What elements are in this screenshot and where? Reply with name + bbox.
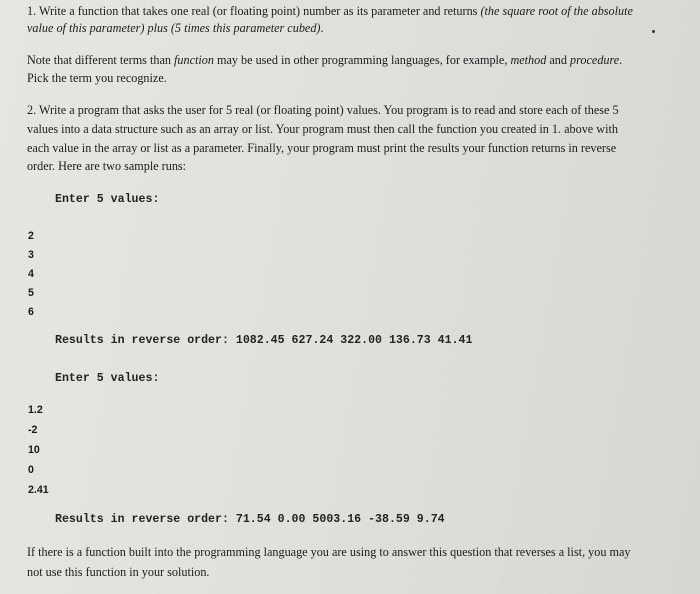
q1-italic-text: (the square root of the absolute bbox=[480, 4, 633, 18]
term-function: function bbox=[174, 53, 214, 67]
q1-italic-text-2: value of this parameter) plus (5 times this parameter cubed) bbox=[27, 21, 321, 35]
run1-input: 5 bbox=[28, 287, 34, 299]
run2-result: Results in reverse order: 71.54 0.00 5003.16 -38.59 9.74 bbox=[55, 513, 445, 526]
run2-input: 0 bbox=[28, 464, 34, 476]
q2-line-4: order. Here are two sample runs: bbox=[27, 159, 187, 173]
q1-line-2: value of this parameter) plus (5 times this parameter cubed). bbox=[27, 21, 324, 35]
run1-input: 2 bbox=[28, 230, 34, 242]
term-method: method bbox=[510, 53, 547, 67]
q2-line-2: values into a data structure such as an array or list. Your program must then call the function you created in 1. above with bbox=[27, 122, 618, 136]
run1-input: 6 bbox=[28, 306, 34, 318]
note-line-1: Note that different terms than function may be used in other programming languages, for example, method and procedure. bbox=[27, 53, 623, 67]
run2-input: 2.41 bbox=[28, 484, 49, 496]
note-line-2: Pick the term you recognize. bbox=[27, 71, 167, 85]
run1-result: Results in reverse order: 1082.45 627.24 322.00 136.73 41.41 bbox=[55, 334, 473, 347]
footer-line-1: If there is a function built into the programming language you are using to answer this question that reverses a list, you may bbox=[27, 545, 631, 559]
run2-input: 1.2 bbox=[28, 404, 43, 416]
paper-speck bbox=[652, 30, 655, 33]
term-procedure: procedure bbox=[570, 53, 620, 67]
run1-prompt: Enter 5 values: bbox=[55, 193, 160, 206]
q2-line-1: 2. Write a program that asks the user for 5 real (or floating point) values. You program is to read and store each of these 5 bbox=[27, 103, 619, 117]
q2-line-3: each value in the array or list as a parameter. Finally, your program must print the results your function returns in reverse bbox=[27, 141, 617, 155]
footer-line-2: not use this function in your solution. bbox=[27, 565, 210, 579]
run1-input: 3 bbox=[28, 249, 34, 261]
run2-input: 10 bbox=[28, 444, 40, 456]
run1-input: 4 bbox=[28, 268, 34, 280]
q1-text: 1. Write a function that takes one real (or floating point) number as its parameter and returns bbox=[27, 4, 481, 18]
run2-input: -2 bbox=[28, 424, 38, 436]
run2-prompt: Enter 5 values: bbox=[55, 372, 160, 385]
